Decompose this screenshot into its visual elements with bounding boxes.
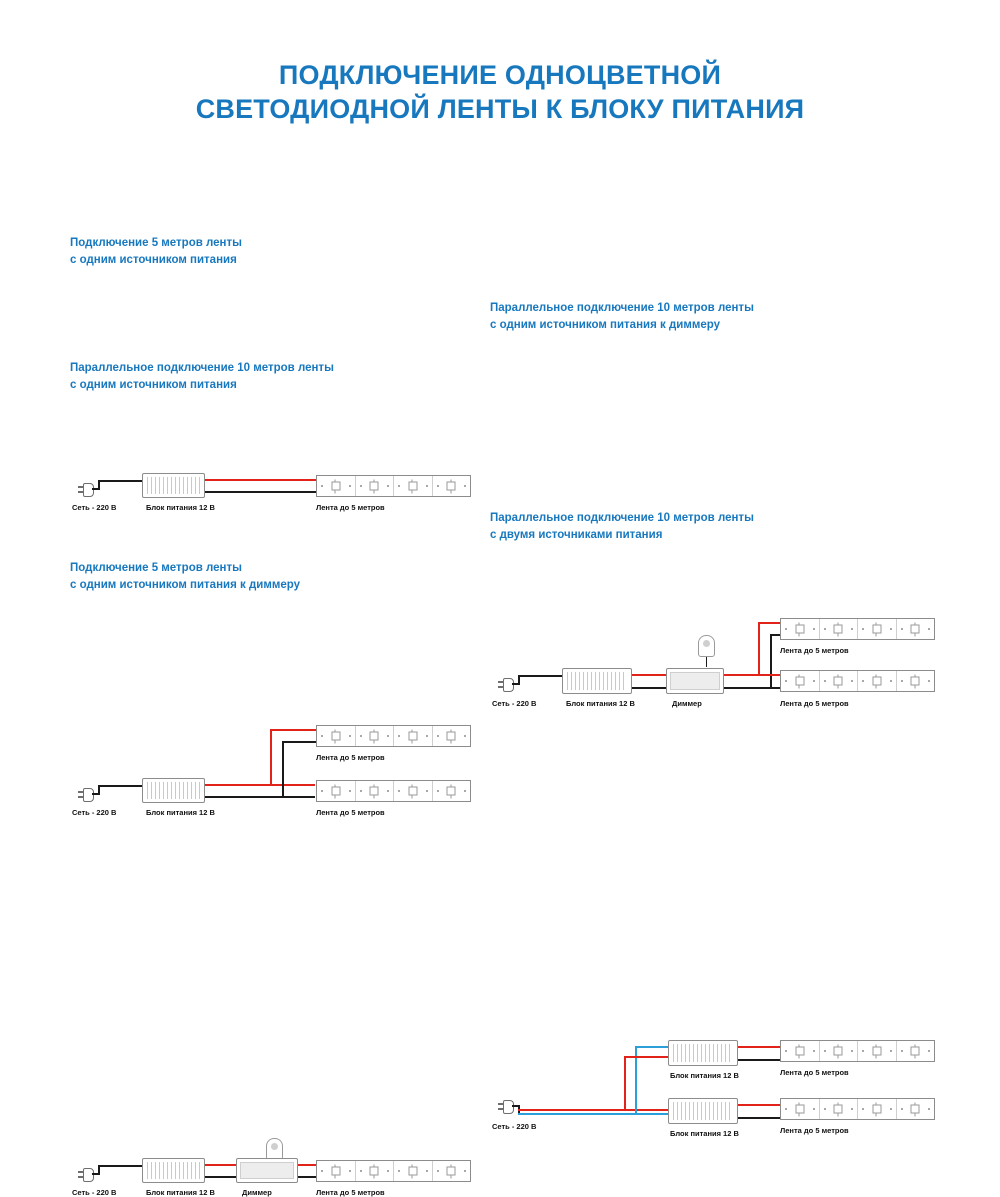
label-strip-4-top: Лента до 5 метров — [780, 646, 849, 655]
caption-2 — [70, 360, 500, 394]
label-mains-5: Сеть - 220 В — [492, 1122, 537, 1131]
diagram-3 — [70, 560, 500, 1197]
mains-wire-up — [98, 1166, 100, 1175]
power-supply-3 — [142, 1158, 205, 1183]
label-psu-5-top: Блок питания 12 В — [670, 1071, 739, 1080]
power-supply-2 — [142, 778, 205, 803]
wire-minus-bottom — [205, 796, 315, 798]
caption-3-line-2: с одним источником питания к диммеру — [70, 579, 300, 591]
wire-minus-psu-dimmer — [205, 1176, 238, 1178]
caption-4-line-2: с одним источником питания к диммеру — [490, 319, 720, 331]
caption-5-line-2: с двумя источниками питания — [490, 529, 663, 541]
wire-plus-riser — [270, 729, 272, 785]
led-strip-3 — [316, 1160, 471, 1182]
label-strip-4-bottom: Лента до 5 метров — [780, 699, 849, 708]
wire-minus-bottom — [738, 1117, 782, 1119]
caption-4 — [490, 300, 960, 334]
branch-blue-bottom — [638, 1113, 672, 1115]
caption-5 — [490, 510, 960, 544]
caption-3 — [70, 560, 500, 594]
remote-control-icon — [266, 1138, 283, 1160]
wire-plus-top — [738, 1046, 782, 1048]
label-dimmer-4: Диммер — [672, 699, 702, 708]
mains-wire-top — [98, 785, 144, 787]
label-psu-5-bottom: Блок питания 12 В — [670, 1129, 739, 1138]
label-psu-4: Блок питания 12 В — [566, 699, 635, 708]
caption-5-line-1: Параллельное подключение 10 метров ленты — [490, 512, 754, 524]
led-strip-5-bottom — [780, 1098, 935, 1120]
page-title — [0, 58, 1000, 126]
label-mains-2: Сеть - 220 В — [72, 808, 117, 817]
label-mains-3: Сеть - 220 В — [72, 1188, 117, 1197]
branch-red-riser — [624, 1056, 626, 1110]
mains-wire-red-run — [518, 1109, 638, 1111]
mains-wire-top — [98, 1165, 144, 1167]
mains-wire-blue-run — [518, 1113, 638, 1115]
branch-red-bottom — [638, 1109, 672, 1111]
mains-wire-up — [98, 786, 100, 795]
label-strip-1: Лента до 5 метров — [316, 503, 385, 512]
label-strip-3: Лента до 5 метров — [316, 1188, 385, 1197]
label-mains-1: Сеть - 220 В — [72, 503, 117, 512]
caption-1-line-2: с одним источником питания — [70, 254, 237, 266]
label-mains-4: Сеть - 220 В — [492, 699, 537, 708]
led-strip-5-top — [780, 1040, 935, 1062]
wire-plus-psu-dimmer — [205, 1164, 238, 1166]
caption-1 — [70, 235, 500, 269]
label-strip-5-top: Лента до 5 метров — [780, 1068, 849, 1077]
label-strip-2-top: Лента до 5 метров — [316, 753, 385, 762]
caption-1-line-1: Подключение 5 метров ленты — [70, 237, 242, 249]
branch-blue-top — [635, 1046, 671, 1048]
page-title-line-1: ПОДКЛЮЧЕНИЕ ОДНОЦВЕТНОЙ — [278, 60, 722, 90]
wire-minus-top — [282, 741, 316, 743]
wire-plus-bottom — [205, 784, 315, 786]
caption-3-line-1: Подключение 5 метров ленты — [70, 562, 242, 574]
caption-2-line-1: Параллельное подключение 10 метров ленты — [70, 362, 334, 374]
label-psu-1: Блок питания 12 В — [146, 503, 215, 512]
caption-4-line-1: Параллельное подключение 10 метров ленты — [490, 302, 754, 314]
label-dimmer-3: Диммер — [242, 1188, 272, 1197]
wire-plus-bottom — [738, 1104, 782, 1106]
label-psu-3: Блок питания 12 В — [146, 1188, 215, 1197]
label-psu-2: Блок питания 12 В — [146, 808, 215, 817]
wire-minus-riser — [282, 741, 284, 797]
caption-2-line-2: с одним источником питания — [70, 379, 237, 391]
branch-red-top — [624, 1056, 671, 1058]
label-strip-5-bottom: Лента до 5 метров — [780, 1126, 849, 1135]
wire-plus-top — [270, 729, 316, 731]
power-supply-5-bottom — [668, 1098, 738, 1124]
led-strip-2-top — [316, 725, 471, 747]
label-strip-2-bottom: Лента до 5 метров — [316, 808, 385, 817]
dimmer-3 — [236, 1158, 298, 1183]
power-supply-5-top — [668, 1040, 738, 1066]
wire-minus-top — [738, 1059, 782, 1061]
page-title-line-2: СВЕТОДИОДНОЙ ЛЕНТЫ К БЛОКУ ПИТАНИЯ — [195, 94, 805, 124]
led-strip-2-bottom — [316, 780, 471, 802]
